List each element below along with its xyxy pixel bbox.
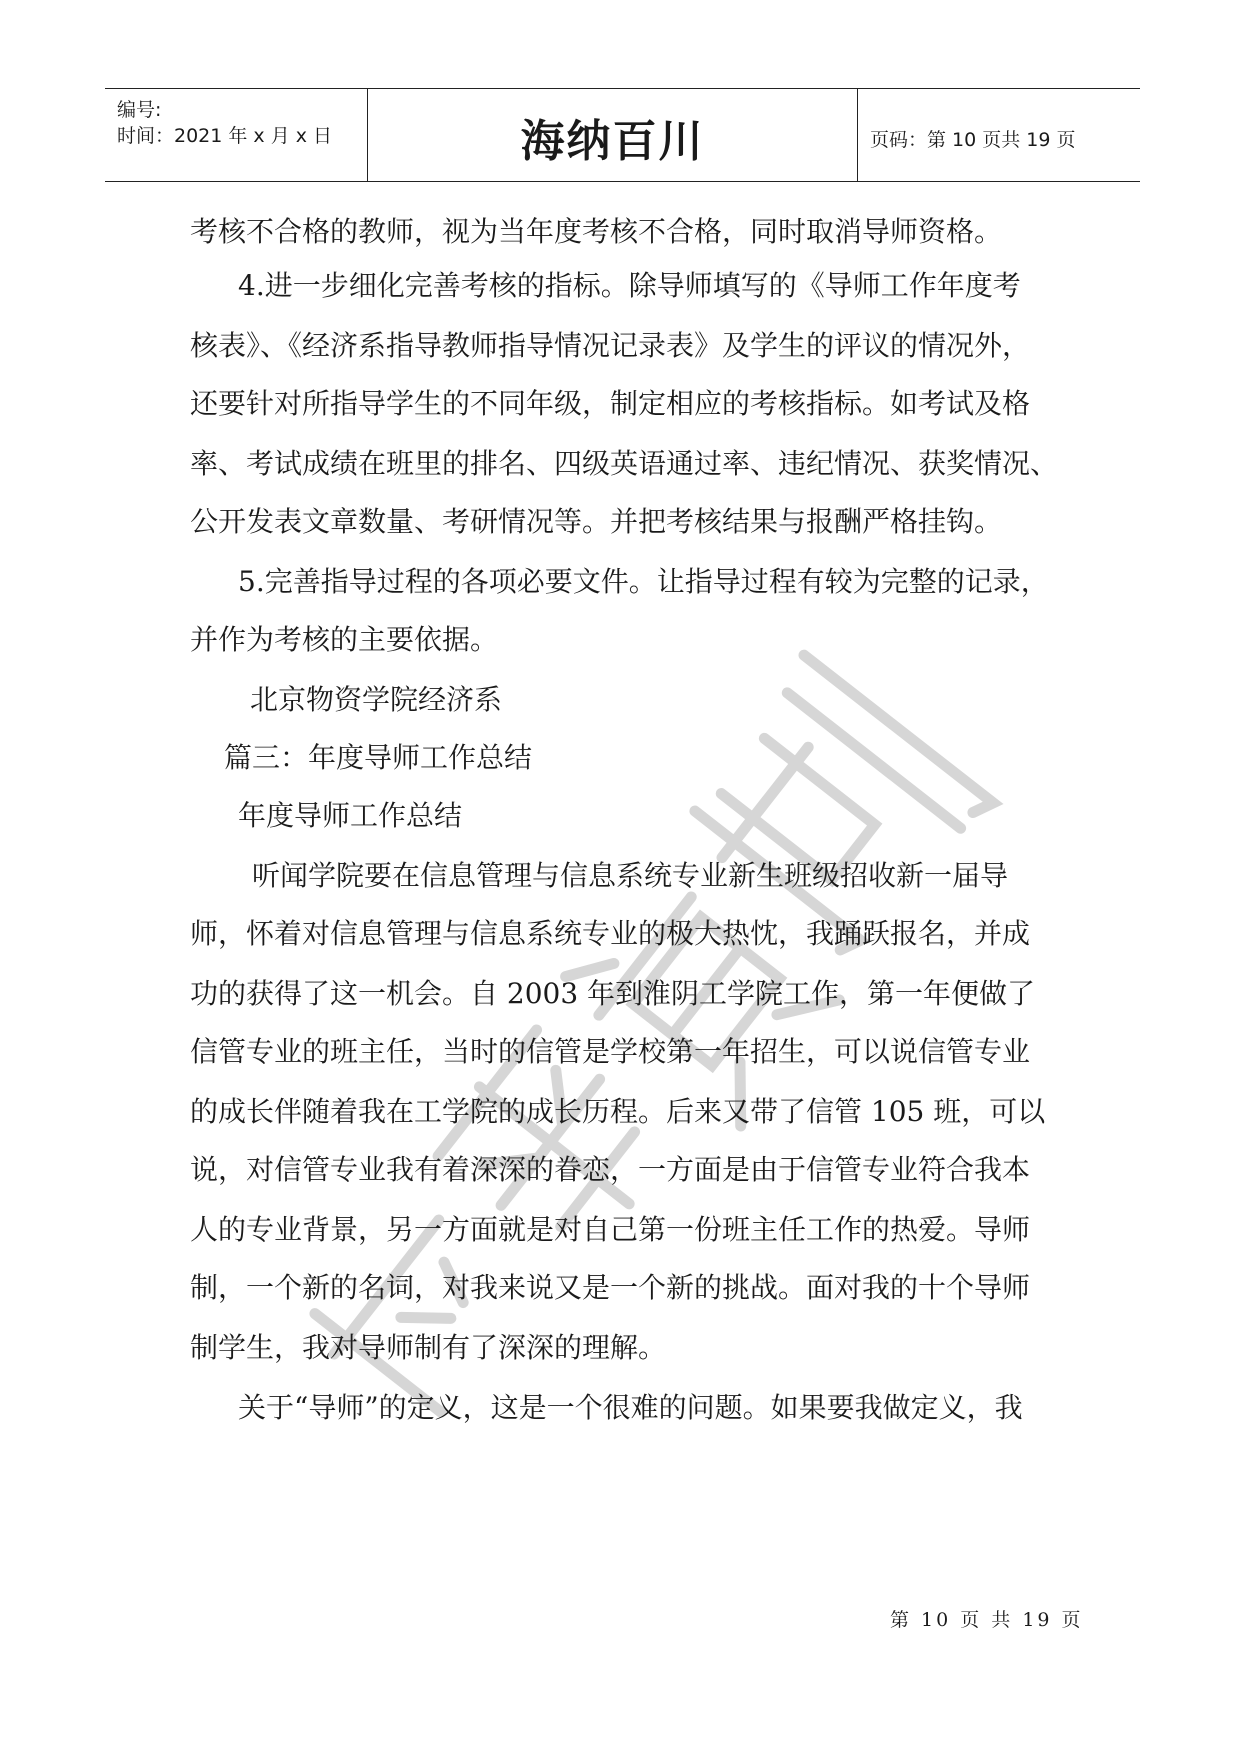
page-footer: 第 10 页 共 19 页 [890,1609,1084,1631]
document-header [105,88,1140,182]
paragraph-line: 5.完善指导过程的各项必要文件。让指导过程有较为完整的记录， [238,565,1049,598]
signature-line: 北京物资学院经济系 [250,683,503,716]
brand-title: 海纳百川 [520,116,705,167]
paragraph-line: 制，一个新的名词，对我来说又是一个新的挑战。面对我的十个导师 [190,1271,1031,1304]
header-brand-cell [368,89,858,181]
paragraph-line: 说，对信管专业我有着深深的眷恋，一方面是由于信管专业符合我本 [190,1153,1031,1186]
paragraph-line: 并作为考核的主要依据。 [190,623,499,656]
paragraph-line: 功的获得了这一机会。自 2003 年到淮阴工学院工作，第一年便做了 [190,977,1036,1010]
section-title: 年度导师工作总结 [238,799,463,832]
document-number-label: 编号: [117,99,162,121]
document-time-label: 时间：2021 年 x 月 x 日 [117,125,333,147]
header-page-label: 页码：第 10 页共 19 页 [870,129,1076,151]
paragraph-line: 的成长伴随着我在工学院的成长历程。后来又带了信管 105 班，可以 [190,1095,1046,1128]
paragraph-line: 率、考试成绩在班里的排名、四级英语通过率、违纪情况、获奖情况、 [190,447,1059,480]
paragraph-line: 还要针对所指导学生的不同年级，制定相应的考核指标。如考试及格 [190,387,1031,420]
paragraph-line: 师，怀着对信息管理与信息系统专业的极大热忱，我踊跃报名，并成 [190,917,1031,950]
header-page-cell [858,89,1140,181]
paragraph-line: 关于“导师”的定义，这是一个很难的问题。如果要我做定义，我 [238,1391,1023,1424]
paragraph-line: 制学生，我对导师制有了深深的理解。 [190,1331,667,1364]
paragraph-line: 信管专业的班主任，当时的信管是学校第一年招生，可以说信管专业 [190,1035,1031,1068]
section-heading: 篇三：年度导师工作总结 [224,741,533,774]
paragraph-line: 4.进一步细化完善考核的指标。除导师填写的《导师工作年度考 [238,269,1021,302]
paragraph-line: 考核不合格的教师，视为当年度考核不合格，同时取消导师资格。 [190,215,1003,248]
paragraph-line: 核表》、《经济系指导教师指导情况记录表》及学生的评议的情况外， [190,329,1031,362]
paragraph-line: 公开发表文章数量、考研情况等。并把考核结果与报酬严格挂钩。 [190,505,1003,538]
paragraph-line: 人的专业背景，另一方面就是对自己第一份班主任工作的热爱。导师 [190,1213,1031,1246]
header-meta-cell [105,89,368,181]
paragraph-line: 听闻学院要在信息管理与信息系统专业新生班级招收新一届导 [252,859,1009,892]
